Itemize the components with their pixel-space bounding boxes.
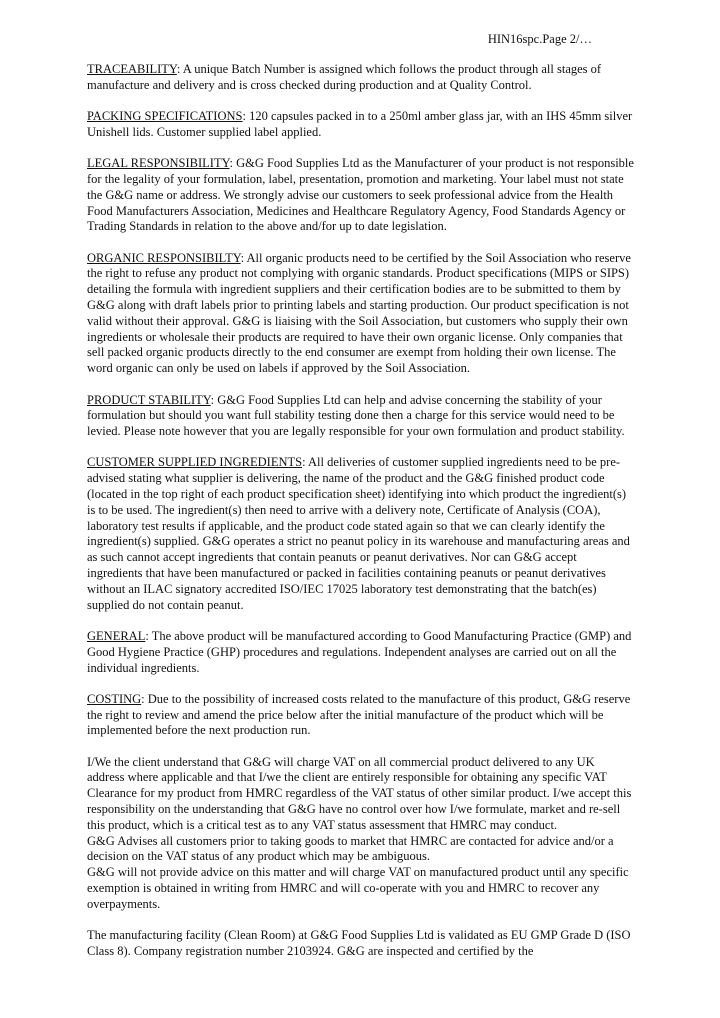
costing-section xyxy=(87,692,635,739)
organic-section xyxy=(87,251,635,377)
customer-ingredients-heading: CUSTOMER SUPPLIED INGREDIENTS xyxy=(87,455,303,470)
document-body xyxy=(87,62,635,960)
organic-text: : All organic products need to be certified by the Soil Association who reserve the right to refuse any product not complying with organic standards. Product specifications (MIPS or SIPS) detailing the formula with ingredient suppliers and their certification bodies are to be submitted to them by G&G along with draft labels prior to printing labels and starting production. Our product specification is not valid without their approval. G&G is liaising with the Soil Association, but customers who supply their own ingredients or wholesale their products are required to have their own organic license. Only companies that sell packed organic products directly to the end consumer are exempt from holding their own license. The word organic can only be used on labels if approved by the Soil Association. xyxy=(87,250,631,376)
customer-ingredients-text: : All deliveries of customer supplied ingredients need to be pre-advised stating what supplier is delivering, the name of the product and the G&G finished product code (located in the top right of each product specification sheet) identifying into which product the ingredient(s) is to be used. The ingredient(s) then need to arrive with a delivery note, Certificate of Analysis (COA), laboratory test results if applicable, and the product code stated again so that we can clearly identify the ingredient(s) supplied. G&G operates a strict no peanut policy in its warehouse and manufacturing areas and as such cannot accept ingredients that contain peanuts or peanut derivatives. Nor can G&G accept ingredients that have been manufactured or packed in facilities containing peanuts or peanut derivatives without an ILAC signatory accredited ISO/IEC 17025 laboratory test demonstrating that the batch(es) supplied do not contain peanut. xyxy=(87,455,630,612)
page-reference: HIN16spc.Page 2/… xyxy=(487,32,592,46)
general-section xyxy=(87,629,635,676)
packing-text: : 120 capsules packed in to a 250ml amber glass jar, with an IHS 45mm silver Unishell lids. Customer supplied label applied. xyxy=(87,109,633,139)
costing-text: : Due to the possibility of increased costs related to the manufacture of this product, G&G reserve the right to review and amend the price below after the initial manufacture of the product which will be implemented before the next production run. xyxy=(87,691,631,738)
legal-section xyxy=(87,156,635,235)
vat-paragraph-1: I/We the client understand that G&G will charge VAT on all commercial product delivered to any UK address where applicable and that I/we the client are entirely responsible for obtaining any specific VAT Clearance for my product from HMRC regardless of the VAT status of other similar product. I/we accept this responsibility on the understanding that G&G have no control over how I/we formulate, market and re-sell this product, which is a critical test as to any VAT status assessment that HMRC may conduct. xyxy=(87,754,632,832)
costing-heading: COSTING xyxy=(87,691,142,706)
packing-heading: PACKING SPECIFICATIONS xyxy=(87,109,243,124)
general-text: : The above product will be manufactured according to Good Manufacturing Practice (GMP) and Good Hygiene Practice (GHP) procedures and regulations. Independent analyses are carried out on all the individual ingredients. xyxy=(87,628,632,675)
stability-heading: PRODUCT STABILITY xyxy=(87,392,211,407)
traceability-heading: TRACEABILITY xyxy=(87,62,177,76)
legal-heading: LEGAL RESPONSIBILITY xyxy=(87,156,230,171)
organic-heading: ORGANIC RESPONSIBILTY xyxy=(87,250,241,265)
stability-section xyxy=(87,393,635,440)
packing-section xyxy=(87,109,635,141)
vat-paragraph-2: G&G Advises all customers prior to taking goods to market that HMRC are contacted for advice and/or a decision on the VAT status of any product which may be ambiguous. xyxy=(87,833,614,864)
traceability-text: : A unique Batch Number is assigned which follows the product through all stages of manufacture and delivery and is cross checked during production and at Quality Control. xyxy=(87,62,602,92)
legal-text: : G&G Food Supplies Ltd as the Manufacturer of your product is not responsible for the legality of your formulation, label, presentation, promotion and marketing. Your label must not state the G&G name or address. We strongly advise our customers to seek professional advice from the Health Food Manufacturers Association, Medicines and Healthcare Regulatory Agency, Food Standards Agency or Trading Standards in relation to the above and/for up to date legislation. xyxy=(87,156,634,234)
traceability-section xyxy=(87,62,635,94)
vat-paragraph-3: G&G will not provide advice on this matter and will charge VAT on manufactured product until any specific exemption is obtained in writing from HMRC and will co-operate with you and HMRC to recover any overpayments. xyxy=(87,865,629,911)
facility-paragraph: The manufacturing facility (Clean Room) at G&G Food Supplies Ltd is validated as EU GMP Grade D (ISO Class 8). Company registration number 2103924. G&G are inspected and certified by the xyxy=(87,928,631,958)
customer-ingredients-section xyxy=(87,455,635,613)
general-heading: GENERAL xyxy=(87,628,146,643)
stability-text: : G&G Food Supplies Ltd can help and advise concerning the stability of your formulation but should you want full stability testing done then a charge for this service would need to be levied. Please note however that you are legally responsible for your own formulation and product stability. xyxy=(87,392,625,439)
